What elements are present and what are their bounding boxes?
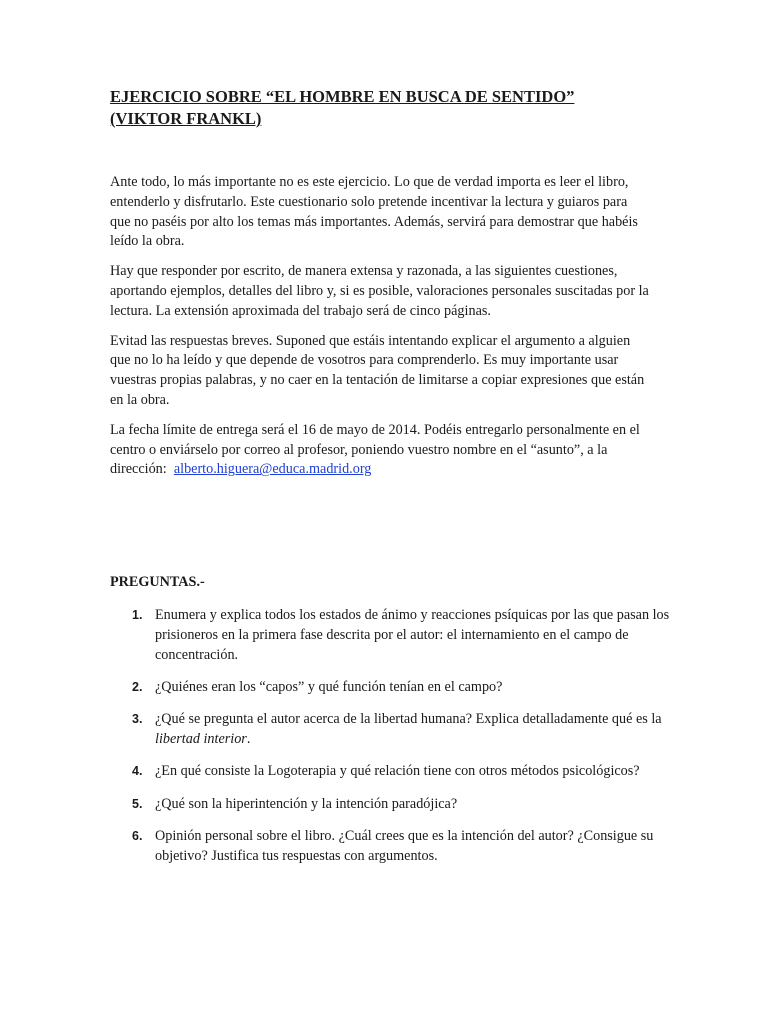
intro-paragraph-3: Evitad las respuestas breves. Suponed que estáis intentando explicar el argumento a alguien que no lo ha leído y que depende de vosotros para comprenderlo. Es muy importante usar vuestras propias palabras, y no caer en la tentación de limitarse a copiar expresiones que están en la obra.: [110, 332, 645, 408]
section-title: PREGUNTAS.-: [110, 574, 205, 590]
question-number: 2.: [132, 679, 143, 694]
deadline-paragraph: [110, 421, 650, 480]
question-text: ¿En qué consiste la Logoterapia y qué relación tiene con otros métodos psicológicos?: [155, 763, 640, 780]
question-text-start: ¿Qué se pregunta el autor acerca de la libertad humana? Explica detalladamente qué es la: [155, 711, 662, 728]
question-item: [110, 762, 670, 782]
title-line-1: EJERCICIO SOBRE “EL HOMBRE EN BUSCA DE SENTIDO”: [110, 87, 575, 106]
question-number: 4.: [132, 764, 143, 779]
question-text: ¿Qué son la hiperintención y la intención paradójica?: [155, 795, 458, 812]
intro-paragraph-2: Hay que responder por escrito, de manera extensa y razonada, a las siguientes cuestiones, aportando ejemplos, detalles del libro y, si es posible, valoraciones personales suscitadas por la lectura. La extensión aproximada del trabajo será de cinco páginas.: [110, 263, 649, 319]
questions-list: [110, 606, 670, 879]
instructions: [110, 173, 650, 490]
document-title: [110, 86, 670, 130]
italic-term: libertad interior: [155, 730, 247, 747]
deadline-text: La fecha límite de entrega será el 16 de mayo de 2014. Podéis entregarlo personalmente en el centro o enviárselo por correo al profesor, poniendo vuestro nombre en el “asunto”, a la dirección:: [110, 421, 640, 478]
question-text: Enumera y explica todos los estados de ánimo y reacciones psíquicas por las que pasan los prisioneros en la primera fase descrita por el autor: el internamiento en el campo de concentración.: [155, 607, 670, 663]
question-item: [110, 606, 670, 665]
question-text-end: .: [246, 730, 251, 747]
question-number: 3.: [132, 712, 143, 727]
question-text: ¿Quiénes eran los “capos” y qué función tenían en el campo?: [155, 678, 503, 695]
question-item: [110, 795, 670, 815]
question-number: 5.: [132, 796, 143, 811]
question-item: [110, 678, 670, 698]
question-item: [110, 827, 670, 867]
question-text: Opinión personal sobre el libro. ¿Cuál crees que es la intención del autor? ¿Consigue su objetivo? Justifica tus respuestas con argumentos.: [155, 827, 654, 864]
intro-paragraph-1: Ante todo, lo más importante no es este ejercicio. Lo que de verdad importa es leer el libro, entenderlo y disfrutarlo. Este cuestionario solo pretende incentivar la lectura y guiaros para que no paséis por alto los temas más importantes. Además, servirá para demostrar que habéis leído la obra.: [110, 174, 638, 250]
email-link[interactable]: alberto.higuera@educa.madrid.org: [173, 461, 372, 478]
question-item: [110, 710, 670, 750]
title-line-2: (VIKTOR FRANKL): [110, 109, 262, 128]
question-number: 1.: [132, 608, 143, 622]
question-text: [155, 710, 670, 750]
question-number: 6.: [132, 828, 143, 843]
